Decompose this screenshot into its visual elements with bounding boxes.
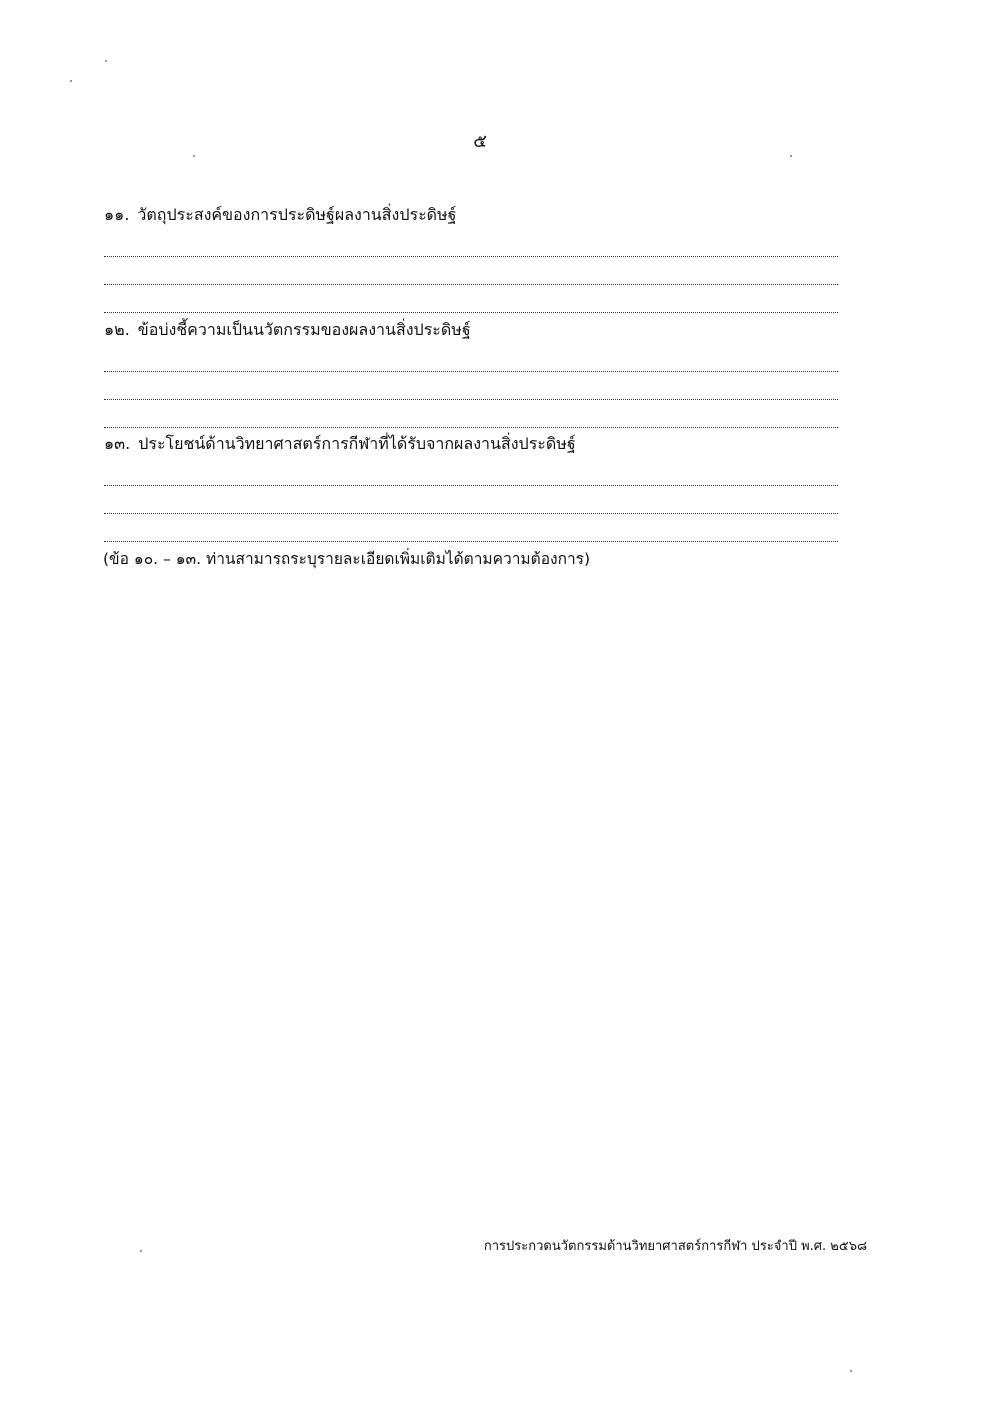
scan-speck xyxy=(105,60,107,62)
answer-line[interactable] xyxy=(104,285,838,313)
answer-line[interactable] xyxy=(104,400,838,428)
section-number: ๑๑. xyxy=(104,205,130,224)
section-title: ข้อบ่งชี้ความเป็นนวัตกรรมของผลงานสิ่งประดิษฐ์ xyxy=(137,320,471,339)
footer-text: การประกวดนวัตกรรมด้านวิทยาศาสตร์การกีฬา ประจำปี พ.ศ. ๒๕๖๘ xyxy=(483,1239,867,1254)
section-number: ๑๓. xyxy=(104,434,131,453)
answer-line[interactable] xyxy=(104,458,838,486)
section-13 xyxy=(104,434,838,542)
scan-speck xyxy=(140,1250,142,1252)
section-12 xyxy=(104,320,838,428)
scan-speck xyxy=(70,80,72,82)
section-11 xyxy=(104,205,838,313)
answer-line[interactable] xyxy=(104,486,838,514)
section-heading xyxy=(104,320,838,344)
scan-speck xyxy=(790,155,792,157)
section-heading xyxy=(104,434,838,458)
instruction-note: (ข้อ ๑๐. – ๑๓. ท่านสามารถระบุรายละเอียดเพิ่มเติมได้ตามความต้องการ) xyxy=(103,550,591,568)
scan-speck xyxy=(850,1370,852,1372)
answer-line[interactable] xyxy=(104,344,838,372)
section-heading xyxy=(104,205,838,229)
section-title: วัตถุประสงค์ของการประดิษฐ์ผลงานสิ่งประดิษฐ์ xyxy=(137,205,457,224)
section-title: ประโยชน์ด้านวิทยาศาสตร์การกีฬาที่ได้รับจากผลงานสิ่งประดิษฐ์ xyxy=(138,434,576,453)
answer-line[interactable] xyxy=(104,229,838,257)
answer-line[interactable] xyxy=(104,257,838,285)
scan-speck xyxy=(193,155,195,157)
section-number: ๑๒. xyxy=(104,320,130,339)
answer-line[interactable] xyxy=(104,514,838,542)
answer-line[interactable] xyxy=(104,372,838,400)
page-number: ๕ xyxy=(473,131,487,152)
